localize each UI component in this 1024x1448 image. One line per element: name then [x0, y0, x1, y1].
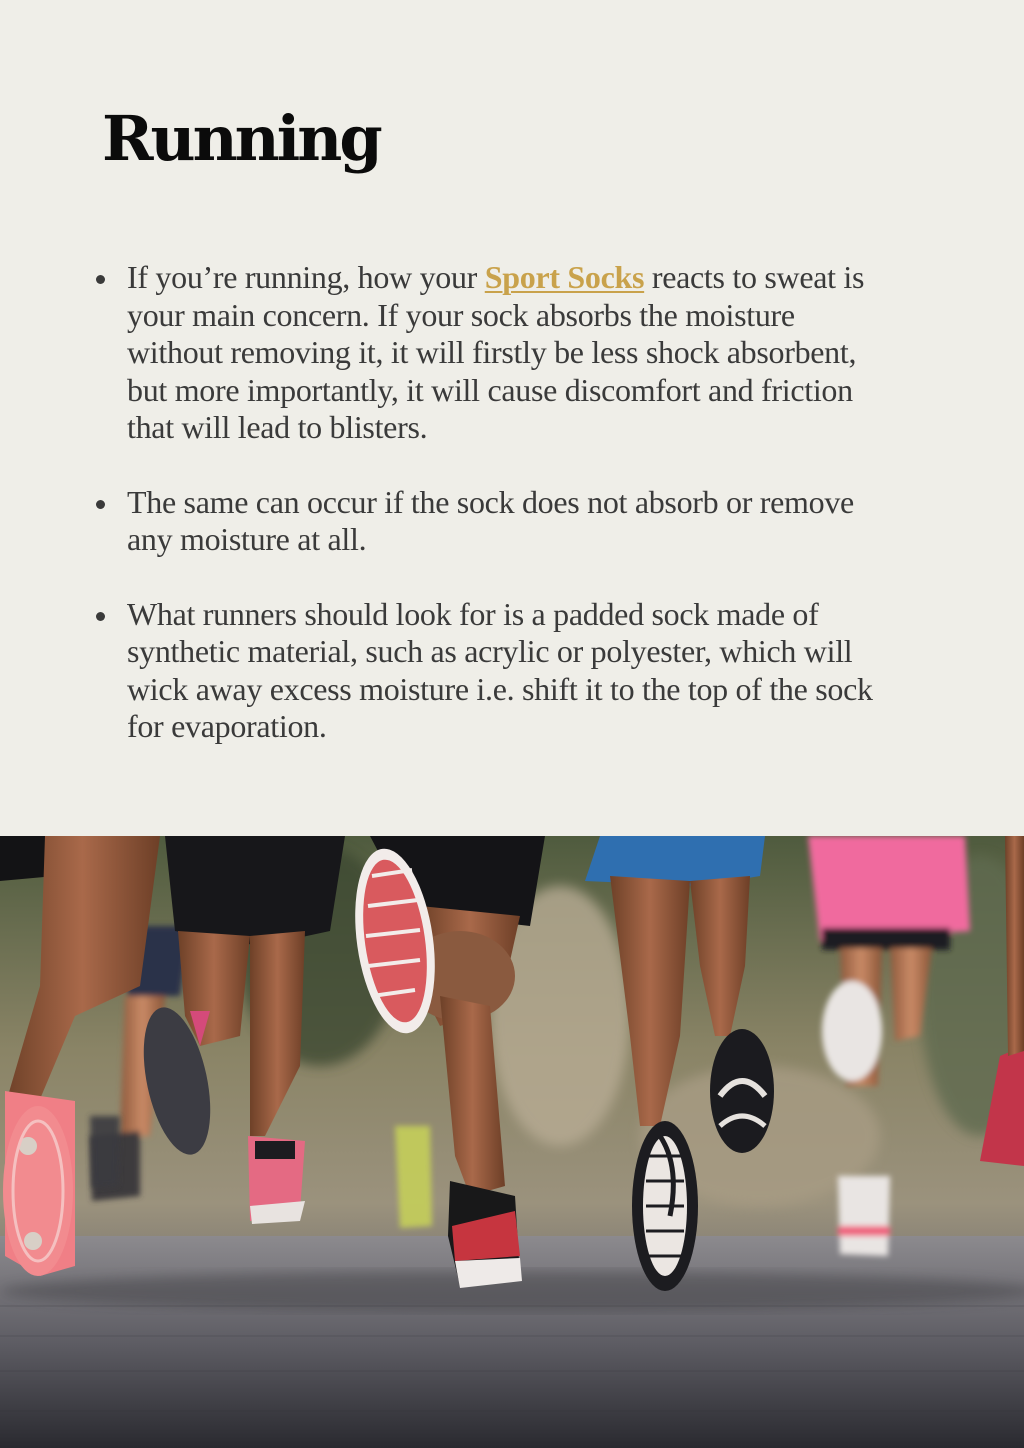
runners-legs-photo: [0, 836, 1024, 1448]
bullet-list: [96, 259, 896, 783]
bullet-text: What runners should look for is a padded sock made of synthetic material, such as acrylic or polyester, which will wick away excess moisture i.e. shift it to the top of the sock for evaporation.: [127, 595, 873, 744]
bullet-item-no-absorb: [96, 484, 896, 559]
bullet-text-before-link: If you’re running, how your: [127, 259, 485, 295]
bullet-item-sport-socks: [96, 259, 896, 447]
bullet-dot-icon: [96, 500, 105, 509]
bullet-item-what-to-look-for: [96, 596, 896, 746]
bullet-text-after-link: reacts to sweat is your main concern. If your sock absorbs the moisture without removing it, it will firstly be less shock absorbent, but more importantly, it will cause discomfort and friction that will lead to blisters.: [127, 259, 865, 445]
runners-illustration: [0, 836, 1024, 1448]
bullet-text: The same can occur if the sock does not absorb or remove any moisture at all.: [127, 483, 854, 557]
bullet-dot-icon: [96, 275, 105, 284]
sport-socks-link[interactable]: Sport Socks: [484, 259, 645, 295]
page-title: Running: [102, 102, 380, 175]
bullet-dot-icon: [96, 612, 105, 621]
